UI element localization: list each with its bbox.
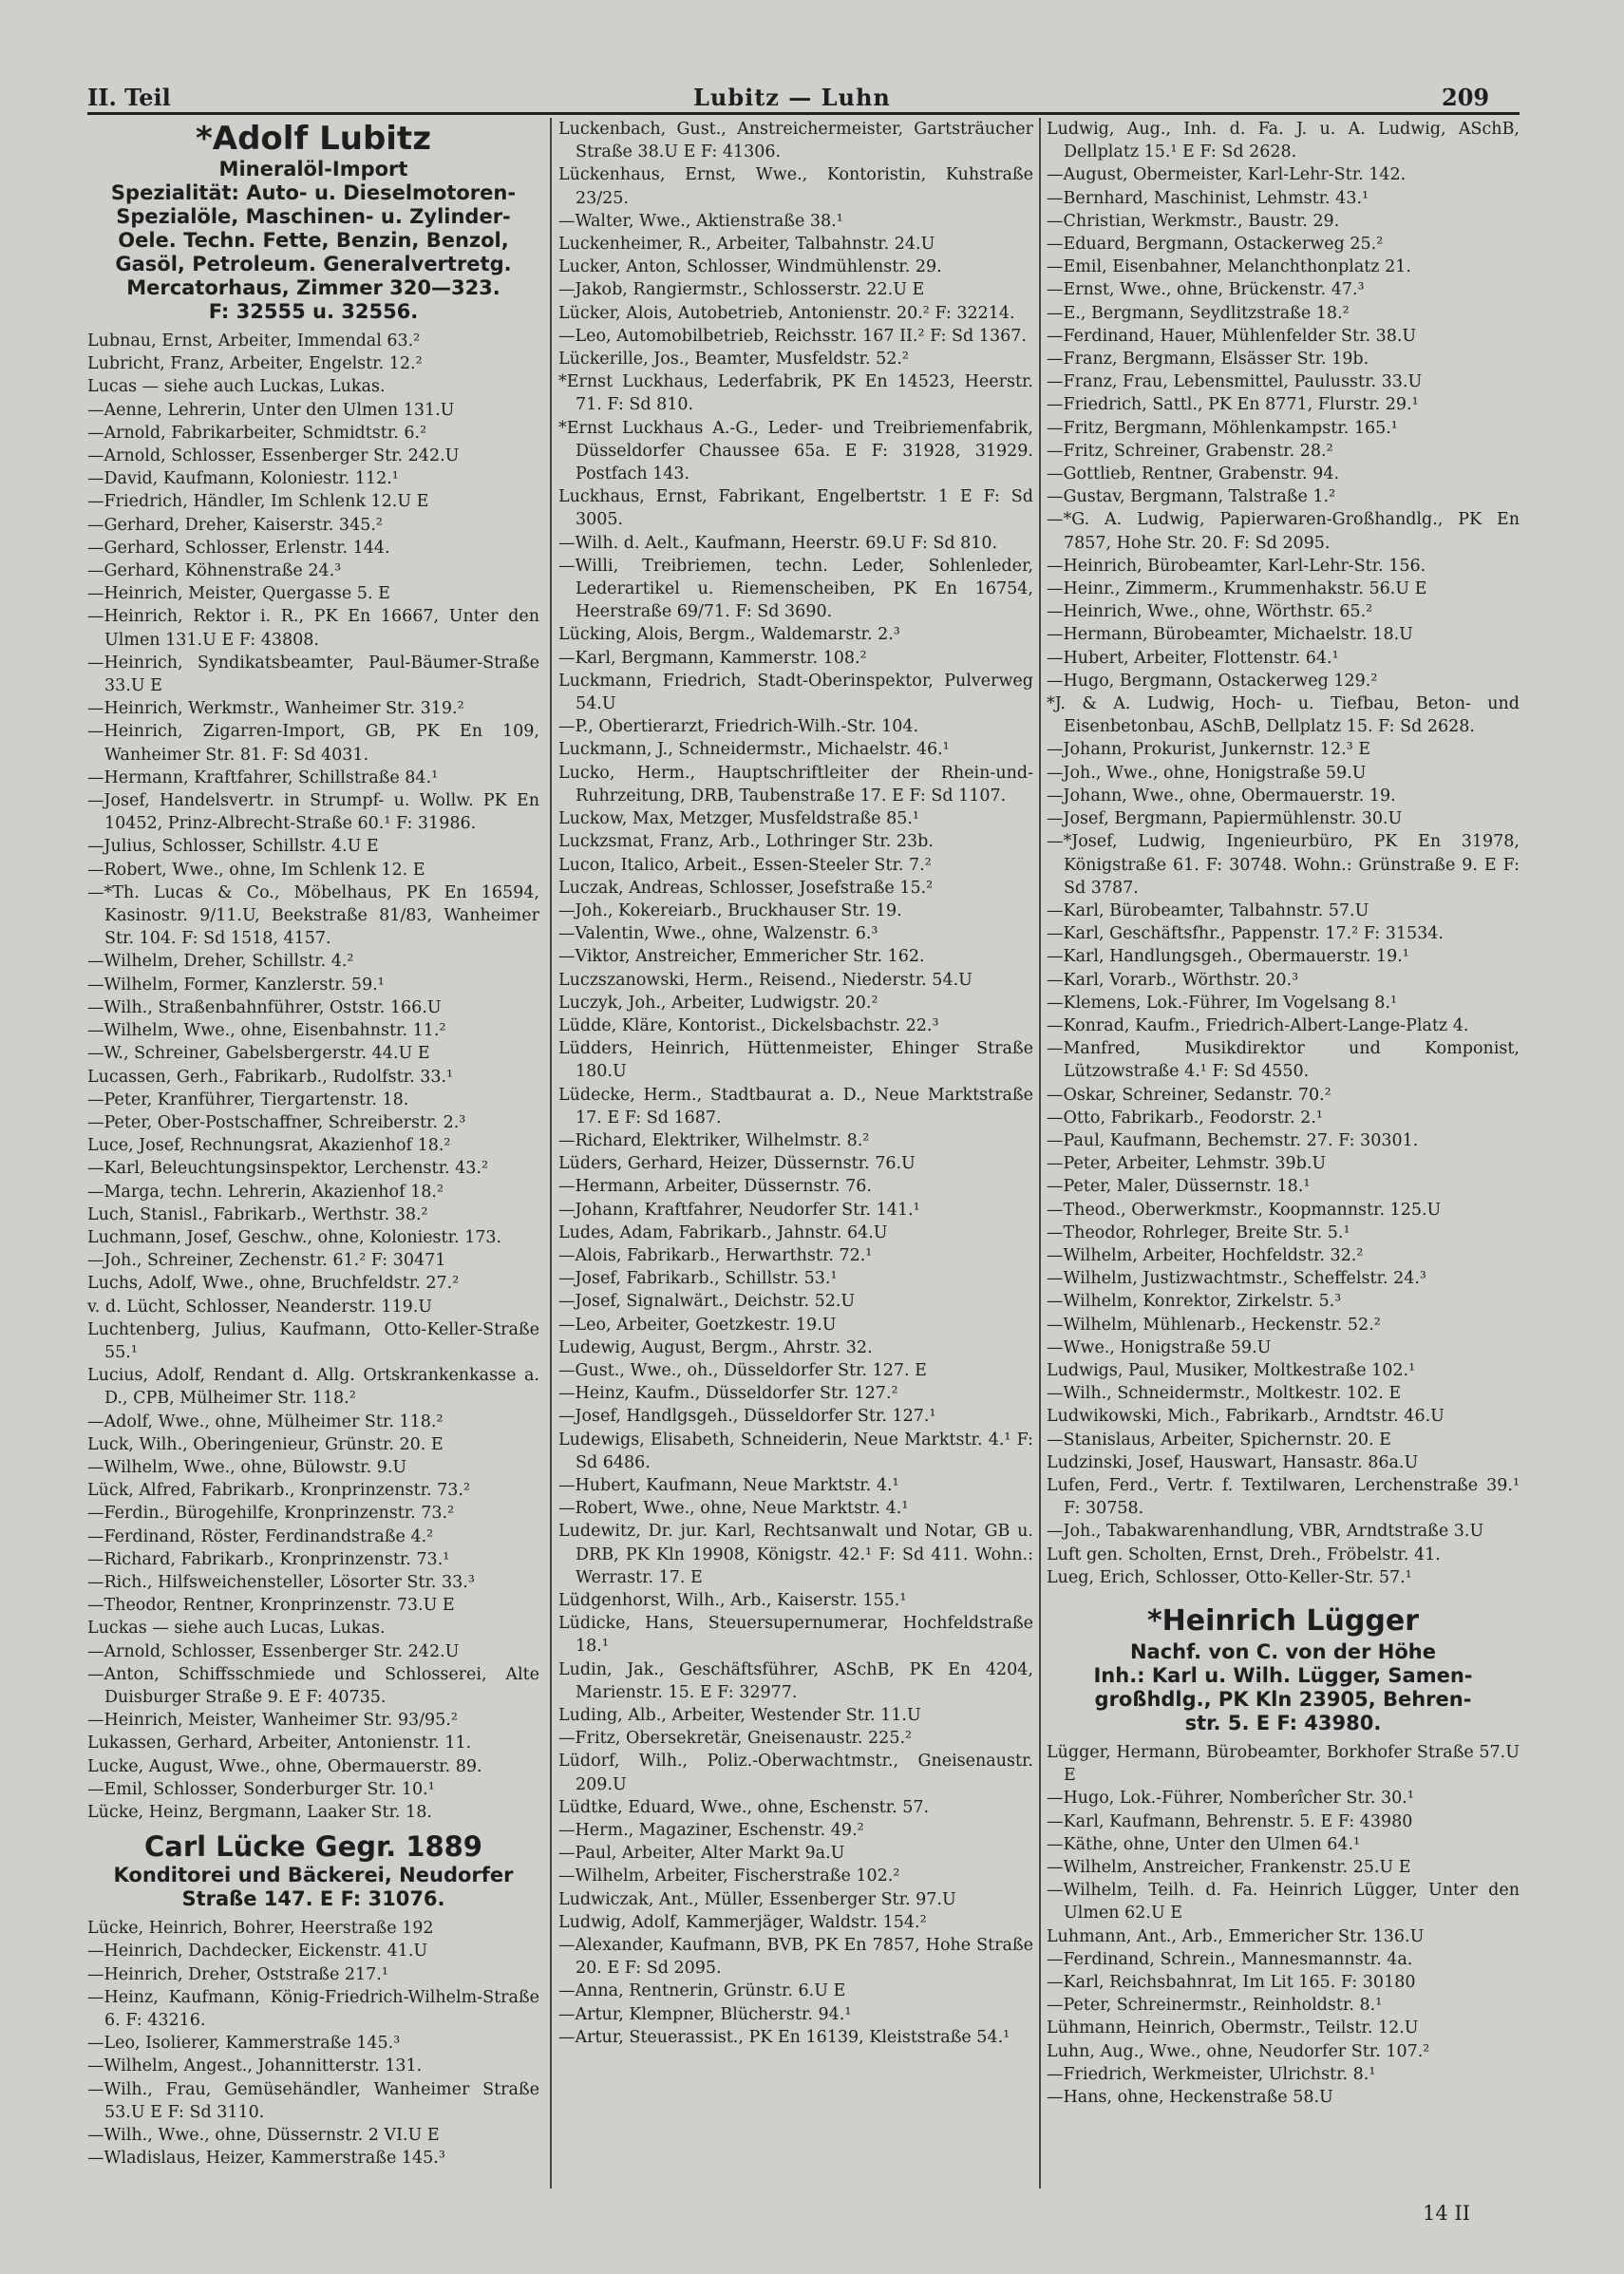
ad-body	[87, 158, 539, 324]
directory-entry: —Anna, Rentnerin, Grünstr. 6.U E	[558, 1981, 846, 2001]
directory-entry: —Anton, Schiffsschmiede und Schlosserei, Alte Duisburger Straße 9. E F: 40735.	[87, 1664, 539, 1707]
directory-entry: Lucon, Italico, Arbeit., Essen-Steeler Str. 7.²	[558, 855, 932, 875]
directory-entry: —Theodor, Rentner, Kronprinzenstr. 73.U E	[87, 1596, 455, 1616]
directory-entry: —Joh., Schreiner, Zechenstr. 61.² F: 30471	[87, 1251, 446, 1271]
directory-entry: —*G. A. Ludwig, Papierwaren-Großhandlg., PK En 7857, Hohe Str. 20. F: Sd 2095.	[1047, 510, 1520, 553]
directory-entry: —Heinr., Zimmerm., Krummenhakstr. 56.U E	[1047, 579, 1427, 599]
directory-entry: —Heinrich, Dreher, Oststraße 217.¹	[87, 1964, 388, 1984]
directory-entry: Lukassen, Gerhard, Arbeiter, Antonienstr. 11.	[87, 1734, 472, 1753]
directory-entry: Lüdorf, Wilh., Poliz.-Oberwachtmstr., Gneisenaustr. 209.U	[558, 1752, 1033, 1794]
directory-entry: —Richard, Fabrikarb., Kronprinzenstr. 73.¹	[87, 1549, 450, 1569]
directory-entry: —Franz, Frau, Lebensmittel, Paulusstr. 33.U	[1047, 372, 1423, 392]
directory-entry: Lücking, Alois, Bergm., Waldemarstr. 2.³	[558, 625, 900, 645]
directory-entry: —Alexander, Kaufmann, BVB, PK En 7857, Hohe Straße 20. E F: Sd 2095.	[558, 1936, 1033, 1979]
directory-entry: —Heinrich, Dachdecker, Eickenstr. 41.U	[87, 1942, 428, 1961]
ad-lubitz	[87, 120, 539, 324]
directory-entry: —W., Schreiner, Gabelsbergerstr. 44.U E	[87, 1044, 430, 1064]
directory-entry: —Heinrich, Syndikatsbeamter, Paul-Bäumer-Straße 33.U E	[87, 653, 539, 696]
directory-entry: —Willi, Treibriemen, techn. Leder, Sohlenleder, Lederartikel u. Riemenscheiben, PK En 16754, Heerstraße 69/71. F: Sd 3690.	[558, 556, 1033, 622]
directory-entry: Lüdde, Kläre, Kontorist., Dickelsbachstr. 22.³	[558, 1015, 939, 1035]
directory-entry: Luckmann, J., Schneidermstr., Michaelstr. 46.¹	[558, 740, 950, 760]
directory-entry: —Wilhelm, Teilh. d. Fa. Heinrich Lügger, Unter den Ulmen 62.U E	[1047, 1881, 1520, 1923]
directory-entry: —Fritz, Schreiner, Grabenstr. 28.²	[1047, 441, 1333, 461]
directory-entry: Ludewig, August, Bergm., Ahrstr. 32.	[558, 1337, 873, 1357]
directory-entry: —Leo, Automobilbetrieb, Reichsstr. 167 II.² F: Sd 1367.	[558, 326, 1027, 346]
directory-entry: —Johann, Wwe., ohne, Obermauerstr. 19.	[1047, 786, 1396, 805]
directory-entry: —Julius, Schlosser, Schillstr. 4.U E	[87, 837, 379, 857]
directory-entry: Luhmann, Ant., Arb., Emmericher Str. 136.U	[1047, 1926, 1425, 1946]
directory-entry: —Gottlieb, Rentner, Grabenstr. 94.	[1047, 464, 1340, 484]
directory-entry: —Paul, Arbeiter, Alter Markt 9a.U	[558, 1844, 845, 1864]
signature-mark: 14 II	[1423, 2202, 1470, 2225]
directory-entry: —Johann, Kraftfahrer, Neudorfer Str. 141.¹	[558, 1200, 920, 1220]
ad-line: Gasöl, Petroleum. Generalvertretg.	[115, 253, 512, 275]
directory-entry: Lüdders, Heinrich, Hüttenmeister, Ehinger Straße 180.U	[558, 1039, 1033, 1082]
ad-body	[87, 1864, 539, 1911]
directory-entry: —Wilhelm, Wwe., ohne, Bülowstr. 9.U	[87, 1457, 407, 1477]
directory-entry: —Gerhard, Köhnenstraße 24.³	[87, 561, 342, 581]
ad-line: großhdlg., PK Kln 23905, Behren-	[1094, 1688, 1472, 1711]
directory-entry: Lücke, Heinz, Bergmann, Laaker Str. 18.	[87, 1803, 432, 1822]
directory-entry: —Paul, Kaufmann, Bechemstr. 27. F: 30301.	[1047, 1130, 1419, 1150]
directory-entry: Luck, Wilh., Oberingenieur, Grünstr. 20. E	[87, 1434, 444, 1454]
directory-entry: —Theodor, Rohrleger, Breite Str. 5.¹	[1047, 1222, 1350, 1242]
directory-entry: —Heinrich, Rektor i. R., PK En 16667, Unter den Ulmen 131.U E F: 43808.	[87, 607, 539, 650]
directory-entry: Lucas — siehe auch Luckas, Lukas.	[87, 377, 386, 397]
directory-entry: —Hermann, Kraftfahrer, Schillstraße 84.¹	[87, 767, 439, 787]
ad-line: Spezialität: Auto- u. Dieselmotoren-	[110, 181, 517, 204]
directory-entry: Ludwig, Aug., Inh. d. Fa. J. u. A. Ludwig, ASchB, Dellplatz 15.¹ E F: Sd 2628.	[1047, 120, 1520, 162]
directory-entry: —Peter, Schreinermstr., Reinholdstr. 8.¹	[1047, 1996, 1383, 2016]
directory-entry: Ludwiczak, Ant., Müller, Essenberger Str. 97.U	[558, 1889, 956, 1909]
directory-entry: —Peter, Kranführer, Tiergartenstr. 18.	[87, 1090, 409, 1109]
ad-luecke	[87, 1829, 539, 1911]
directory-entry: —Hubert, Kaufmann, Neue Marktstr. 4.¹	[558, 1475, 899, 1495]
ad-line: Straße 147. E F: 31076.	[181, 1887, 445, 1911]
directory-entry: —Arnold, Schlosser, Essenberger Str. 242.U	[87, 446, 460, 466]
directory-entry: —Franz, Bergmann, Elsässer Str. 19b.	[1047, 350, 1369, 370]
directory-entry: —Arnold, Fabrikarbeiter, Schmidtstr. 6.²	[87, 423, 427, 443]
directory-entry: —Josef, Signalwärt., Deichstr. 52.U	[558, 1292, 856, 1312]
directory-entry: Lubnau, Ernst, Arbeiter, Immendal 63.²	[87, 332, 421, 351]
directory-entry: —Heinz, Kaufm., Düsseldorfer Str. 127.²	[558, 1384, 898, 1404]
directory-entry: —Josef, Bergmann, Papiermühlenstr. 30.U	[1047, 809, 1403, 829]
directory-entry: —Karl, Reichsbahnrat, Im Lit 165. F: 30180	[1047, 1973, 1416, 1993]
directory-entry: Lügger, Hermann, Bürobeamter, Borkhofer Straße 57.U E	[1047, 1743, 1520, 1786]
directory-entry: —Josef, Fabrikarb., Schillstr. 53.¹	[558, 1269, 838, 1289]
directory-entry: —Karl, Bürobeamter, Talbahnstr. 57.U	[1047, 900, 1369, 920]
directory-entry: Luhn, Aug., Wwe., ohne, Neudorfer Str. 107.²	[1047, 2041, 1430, 2061]
directory-entry: —Heinrich, Werkmstr., Wanheimer Str. 319.²	[87, 699, 464, 719]
directory-entry: —Friedrich, Händler, Im Schlenk 12.U E	[87, 492, 429, 512]
directory-entry: Lückenhaus, Ernst, Wwe., Kontoristin, Kuhstraße 23/25.	[558, 165, 1033, 208]
directory-entry: Luckas — siehe auch Lucas, Lukas.	[87, 1619, 386, 1639]
directory-entry: —Wilhelm, Dreher, Schillstr. 4.²	[87, 952, 354, 972]
directory-entry: —Wilh., Straßenbahnführer, Oststr. 166.U	[87, 997, 442, 1017]
directory-entry: —Walter, Wwe., Aktienstraße 38.¹	[558, 211, 843, 231]
directory-entry: —Johann, Prokurist, Junkernstr. 12.³ E	[1047, 740, 1370, 760]
directory-entry: —Eduard, Bergmann, Ostackerweg 25.²	[1047, 235, 1384, 255]
directory-entry: —Wilhelm, Anstreicher, Frankenstr. 25.U E	[1047, 1858, 1411, 1878]
directory-entry: —Artur, Klempner, Blücherstr. 94.¹	[558, 2004, 852, 2024]
directory-entry: —P., Obertierarzt, Friedrich-Wilh.-Str. 104.	[558, 717, 919, 737]
directory-entry: —Hermann, Arbeiter, Düssernstr. 76.	[558, 1177, 872, 1197]
directory-entry: —Gerhard, Dreher, Kaiserstr. 345.²	[87, 515, 383, 535]
directory-entry: Lueg, Erich, Schlosser, Otto-Keller-Str. 57.¹	[1047, 1567, 1412, 1587]
directory-entry: —Ferdinand, Hauer, Mühlenfelder Str. 38.U	[1047, 326, 1417, 346]
directory-entry: —Wilh., Wwe., ohne, Düssernstr. 2 VI.U E	[87, 2126, 440, 2146]
directory-entry: —Ferdinand, Schrein., Mannesmannstr. 4a.	[1047, 1949, 1413, 1969]
directory-entry: Lubricht, Franz, Arbeiter, Engelstr. 12.²	[87, 354, 423, 374]
directory-entry: —Hermann, Bürobeamter, Michaelstr. 18.U	[1047, 625, 1413, 645]
directory-entry: Luckenheimer, R., Arbeiter, Talbahnstr. 24.U	[558, 235, 935, 255]
directory-entry: —Ferdin., Bürogehilfe, Kronprinzenstr. 73.²	[87, 1504, 455, 1524]
directory-entry: —Wladislaus, Heizer, Kammerstraße 145.³	[87, 2149, 445, 2169]
directory-entry: Luckhaus, Ernst, Fabrikant, Engelbertstr. 1 E F: Sd 3005.	[558, 487, 1033, 530]
directory-entry: —Wilhelm, Wwe., ohne, Eisenbahnstr. 11.²	[87, 1021, 446, 1041]
directory-entry: —Karl, Vorarb., Wörthstr. 20.³	[1047, 970, 1299, 990]
directory-entry: —Wilhelm, Justizwachtmstr., Scheffelstr. 24.³	[1047, 1269, 1426, 1289]
directory-entry: Lufen, Ferd., Vertr. f. Textilwaren, Lerchenstraße 39.¹ F: 30758.	[1047, 1475, 1520, 1519]
column-divider	[550, 118, 552, 2189]
ad-line: Inh.: Karl u. Wilh. Lügger, Samen-	[1093, 1664, 1473, 1687]
directory-entry: Lücker, Alois, Autobetrieb, Antonienstr. 20.² F: 32214.	[558, 303, 1015, 323]
directory-entry: —Robert, Wwe., ohne, Im Schlenk 12. E	[87, 860, 425, 880]
directory-entry: Lucko, Herm., Hauptschriftleiter der Rhein-und-Ruhrzeitung, DRB, Taubenstraße 17. E F: Sd 1107.	[558, 763, 1033, 805]
directory-entry: —Viktor, Anstreicher, Emmericher Str. 162.	[558, 947, 925, 967]
directory-entry: —Wilh. d. Aelt., Kaufmann, Heerstr. 69.U F: Sd 810.	[558, 533, 998, 553]
directory-entry: Luding, Alb., Arbeiter, Westender Str. 11.U	[558, 1706, 921, 1726]
directory-entry: —Josef, Handelsvertr. in Strumpf- u. Wollw. PK En 10452, Prinz-Albrecht-Straße 60.¹ F: 31986.	[87, 791, 539, 834]
directory-entry: —Joh., Wwe., ohne, Honigstraße 59.U	[1047, 763, 1367, 783]
ad-line: Mineralöl-Import	[218, 158, 408, 180]
directory-entry: —*Josef, Ludwig, Ingenieurbüro, PK En 31978, Königstraße 61. F: 30748. Wohn.: Grünstraße 9. E F: Sd 3787.	[1047, 832, 1520, 898]
directory-entry: —Fritz, Obersekretär, Gneisenaustr. 225.²	[558, 1729, 913, 1749]
ad-title: Carl Lücke Gegr. 1889	[143, 1830, 482, 1864]
column-2	[558, 118, 1033, 2189]
directory-entry: Luczak, Andreas, Schlosser, Josefstraße 15.²	[558, 878, 934, 898]
directory-entry: Ludewigs, Elisabeth, Schneiderin, Neue Marktstr. 4.¹ F: Sd 6486.	[558, 1430, 1033, 1472]
directory-entry: —Heinz, Kaufmann, König-Friedrich-Wilhelm-Straße 6. F: 43216.	[87, 1987, 539, 2031]
directory-entry: —*Th. Lucas & Co., Möbelhaus, PK En 16594, Kasinostr. 9/11.U, Beekstraße 81/83, Wanheimer Str. 104. F: Sd 1518, 4157.	[87, 882, 539, 949]
directory-entry: Ludin, Jak., Geschäftsführer, ASchB, PK En 4204, Marienstr. 15. E F: 32977.	[558, 1659, 1033, 1702]
directory-entry: —Ernst, Wwe., ohne, Brückenstr. 47.³	[1047, 280, 1365, 300]
directory-entry: —Josef, Handlgsgeh., Düsseldorfer Str. 127.¹	[558, 1407, 936, 1427]
directory-entry: —Karl, Bergmann, Kammerstr. 108.²	[558, 648, 867, 668]
directory-entry: Ludewitz, Dr. jur. Karl, Rechtsanwalt und Notar, GB u. DRB, PK Kln 19908, Königstr. 42.¹ F: Sd 411. Wohn.: Werrastr. 17. E	[558, 1522, 1033, 1587]
directory-entry: —Hugo, Bergmann, Ostackerweg 129.²	[1047, 671, 1378, 691]
directory-entry: —Stanislaus, Arbeiter, Spichernstr. 20. E	[1047, 1430, 1391, 1450]
directory-entry: —Wilhelm, Arbeiter, Fischerstraße 102.²	[558, 1867, 900, 1886]
directory-entry: —Gustav, Bergmann, Talstraße 1.²	[1047, 487, 1336, 507]
directory-entry: —Heinrich, Meister, Quergasse 5. E	[87, 584, 390, 604]
directory-entry: —Peter, Ober-Postschaffner, Schreiberstr. 2.³	[87, 1112, 466, 1132]
ad-title: *Heinrich Lügger	[1146, 1604, 1419, 1638]
column-divider	[1039, 118, 1041, 2189]
column-3	[1047, 118, 1520, 2189]
directory-entry: *Ernst Luckhaus, Lederfabrik, PK En 14523, Heerstr. 71. F: Sd 810.	[558, 372, 1033, 415]
directory-entry: —Wilhelm, Angest., Johannitterstr. 131.	[87, 2056, 423, 2076]
directory-entry: *J. & A. Ludwig, Hoch- u. Tiefbau, Beton- und Eisenbetonbau, ASchB, Dellplatz 15. F: Sd 2628.	[1047, 694, 1520, 737]
running-head: Lubitz — Luhn	[693, 84, 891, 111]
directory-entry: —Artur, Steuerassist., PK En 16139, Kleiststraße 54.¹	[558, 2027, 1010, 2047]
ad-line: Oele. Techn. Fette, Benzin, Benzol,	[118, 229, 509, 252]
directory-entry: *Ernst Luckhaus A.-G., Leder- und Treibriemenfabrik, Düsseldorfer Chaussee 65a. E F: 31928, 31929. Postfach 143.	[558, 418, 1033, 484]
page-number: 209	[1442, 84, 1490, 111]
directory-entry: Luczyk, Joh., Arbeiter, Ludwigstr. 20.²	[558, 993, 878, 1013]
directory-entry: Ludwikowski, Mich., Fabrikarb., Arndtstr. 46.U	[1047, 1407, 1445, 1427]
directory-entry: Ludzinski, Josef, Hauswart, Hansastr. 86a.U	[1047, 1452, 1419, 1472]
directory-entry: —Karl, Kaufmann, Behrenstr. 5. E F: 43980	[1047, 1811, 1413, 1831]
directory-entry: Lüdicke, Hans, Steuersupernumerar, Hochfeldstraße 18.¹	[558, 1614, 1033, 1657]
directory-entry: Lucassen, Gerh., Fabrikarb., Rudolfstr. 33.¹	[87, 1067, 454, 1087]
directory-entry: Luckenbach, Gust., Anstreichermeister, Gartsträucher Straße 38.U E F: 41306.	[558, 120, 1033, 162]
ad-line: F: 32555 u. 32556.	[208, 300, 419, 323]
directory-entry: —Leo, Isolierer, Kammerstraße 145.³	[87, 2034, 401, 2054]
directory-entry: —Peter, Arbeiter, Lehmstr. 39b.U	[1047, 1154, 1327, 1174]
ad-luegger	[1047, 1602, 1520, 1735]
directory-entry: —Heinrich, Meister, Wanheimer Str. 93/95.²	[87, 1711, 458, 1731]
directory-entry: —Käthe, ohne, Unter den Ulmen 64.¹	[1047, 1834, 1361, 1854]
ad-line: Spezialöle, Maschinen- u. Zylinder-	[116, 205, 511, 228]
directory-entry: —Christian, Werkmstr., Baustr. 29.	[1047, 211, 1340, 231]
directory-entry: —Hubert, Arbeiter, Flottenstr. 64.¹	[1047, 648, 1339, 668]
directory-entry: —Gerhard, Schlosser, Erlenstr. 144.	[87, 538, 390, 558]
directory-entry: Lucius, Adolf, Rendant d. Allg. Ortskrankenkasse a. D., CPB, Mülheimer Str. 118.²	[87, 1366, 539, 1409]
directory-entry: —Joh., Kokereiarb., Bruckhauser Str. 19.	[558, 900, 902, 920]
directory-entry: —Heinrich, Zigarren-Import, GB, PK En 109, Wanheimer Str. 81. F: Sd 4031.	[87, 722, 539, 765]
directory-entry: —Gust., Wwe., oh., Düsseldorfer Str. 127. E	[558, 1360, 927, 1380]
directory-entry: —Bernhard, Maschinist, Lehmstr. 43.¹	[1047, 188, 1369, 208]
directory-entry: —Heinrich, Wwe., ohne, Wörthstr. 65.²	[1047, 602, 1373, 622]
directory-entry: —Karl, Handlungsgeh., Obermauerstr. 19.¹	[1047, 947, 1409, 967]
directory-entry: —Ferdinand, Röster, Ferdinandstraße 4.²	[87, 1526, 434, 1546]
directory-entry: —Alois, Fabrikarb., Herwarthstr. 72.¹	[558, 1245, 873, 1265]
directory-entry: —Emil, Schlosser, Sonderburger Str. 10.¹	[87, 1779, 435, 1799]
directory-entry: —Wilhelm, Arbeiter, Hochfeldstr. 32.²	[1047, 1245, 1364, 1265]
entry-list	[1047, 118, 1520, 1589]
entry-list	[87, 1917, 539, 2170]
directory-entry: —Wilhelm, Mühlenarb., Heckenstr. 52.²	[1047, 1315, 1381, 1335]
header-rule	[87, 112, 1520, 115]
directory-entry: —Heinrich, Bürobeamter, Karl-Lehr-Str. 156.	[1047, 556, 1426, 576]
directory-entry: Luchs, Adolf, Wwe., ohne, Bruchfeldstr. 27.²	[87, 1274, 460, 1294]
directory-entry: Luckzsmat, Franz, Arb., Lothringer Str. 23b.	[558, 832, 934, 852]
directory-entry: —Adolf, Wwe., ohne, Mülheimer Str. 118.²	[87, 1412, 444, 1431]
directory-entry: —Arnold, Schlosser, Essenberger Str. 242.U	[87, 1641, 460, 1661]
directory-entry: —Peter, Maler, Düssernstr. 18.¹	[1047, 1177, 1311, 1197]
directory-entry: —Wilh., Schneidermstr., Moltkestr. 102. E	[1047, 1384, 1402, 1404]
directory-entry: Luce, Josef, Rechnungsrat, Akazienhof 18.²	[87, 1136, 451, 1156]
directory-entry: —Manfred, Musikdirektor und Komponist, Lützowstraße 4.¹ F: Sd 4550.	[1047, 1039, 1520, 1082]
directory-entry: Lucke, August, Wwe., ohne, Obermauerstr. 89.	[87, 1756, 482, 1776]
directory-entry: —Aenne, Lehrerin, Unter den Ulmen 131.U	[87, 400, 455, 420]
entry-list	[1047, 1741, 1520, 2109]
directory-entry: —August, Obermeister, Karl-Lehr-Str. 142.	[1047, 165, 1407, 185]
directory-entry: Lüdecke, Herm., Stadtbaurat a. D., Neue Marktstraße 17. E F: Sd 1687.	[558, 1085, 1033, 1128]
directory-entry: —Karl, Beleuchtungsinspektor, Lerchenstr. 43.²	[87, 1159, 488, 1179]
part-label: II. Teil	[87, 84, 171, 111]
directory-entry: Luch, Stanisl., Fabrikarb., Werthstr. 38.²	[87, 1204, 428, 1224]
directory-entry: Ludwig, Adolf, Kammerjäger, Waldstr. 154.²	[558, 1912, 927, 1932]
ad-line: str. 5. E F: 43980.	[1184, 1712, 1382, 1734]
ad-line: Nachf. von C. von der Höhe	[1129, 1640, 1436, 1663]
directory-entry: Ludwigs, Paul, Musiker, Moltkestraße 102.¹	[1047, 1360, 1416, 1380]
directory-entry: —Joh., Tabakwarenhandlung, VBR, Arndtstraße 3.U	[1047, 1522, 1484, 1542]
directory-entry: —Wilhelm, Konrektor, Zirkelstr. 5.³	[1047, 1292, 1342, 1312]
ad-body	[1047, 1640, 1520, 1735]
ad-line: Mercatorhaus, Zimmer 320—323.	[126, 276, 500, 299]
directory-entry: —Theod., Oberwerkmstr., Koopmannstr. 125.U	[1047, 1200, 1442, 1220]
directory-entry: —Wwe., Honigstraße 59.U	[1047, 1337, 1272, 1357]
ad-line: Konditorei und Bäckerei, Neudorfer	[113, 1864, 514, 1887]
directory-entry: —Emil, Eisenbahner, Melanchthonplatz 21.	[1047, 257, 1411, 277]
directory-entry: Ludes, Adam, Fabrikarb., Jahnstr. 64.U	[558, 1222, 888, 1242]
directory-entry: —Robert, Wwe., ohne, Neue Marktstr. 4.¹	[558, 1499, 909, 1519]
directory-entry: —Rich., Hilfsweichensteller, Lösorter Str. 33.³	[87, 1572, 475, 1592]
directory-entry: Lückerille, Jos., Beamter, Musfeldstr. 52.²	[558, 350, 909, 370]
directory-entry: —Jakob, Rangiermstr., Schlosserstr. 22.U E	[558, 280, 925, 300]
directory-entry: v. d. Lücht, Schlosser, Neanderstr. 119.U	[87, 1297, 433, 1317]
directory-entry: Lüders, Gerhard, Heizer, Düssernstr. 76.U	[558, 1154, 916, 1174]
directory-entry: —Wilh., Frau, Gemüsehändler, Wanheimer Straße 53.U E F: Sd 3110.	[87, 2079, 539, 2122]
directory-entry: Luft gen. Scholten, Ernst, Dreh., Fröbelstr. 41.	[1047, 1544, 1441, 1564]
entry-list	[87, 330, 539, 1824]
directory-entry: Luchtenberg, Julius, Kaufmann, Otto-Keller-Straße 55.¹	[87, 1319, 539, 1362]
directory-entry: —Friedrich, Sattl., PK En 8771, Flurstr. 29.¹	[1047, 395, 1419, 415]
directory-entry: —Otto, Fabrikarb., Feodorstr. 2.¹	[1047, 1108, 1323, 1128]
directory-entry: —Richard, Elektriker, Wilhelmstr. 8.²	[558, 1130, 870, 1150]
directory-entry: Luckow, Max, Metzger, Musfeldstraße 85.¹	[558, 809, 919, 829]
directory-entry: Luczszanowski, Herm., Reisend., Niederstr. 54.U	[558, 970, 973, 990]
directory-entry: —Karl, Geschäftsfhr., Pappenstr. 17.² F: 31534.	[1047, 924, 1444, 944]
entry-list	[558, 118, 1033, 2049]
directory-entry: —Hans, ohne, Heckenstraße 58.U	[1047, 2088, 1333, 2108]
column-1	[87, 118, 539, 2189]
directory-entry: —Oskar, Schreiner, Sedanstr. 70.²	[1047, 1085, 1331, 1105]
directory-entry: —Friedrich, Werkmeister, Ulrichstr. 8.¹	[1047, 2064, 1376, 2084]
directory-entry: Luchmann, Josef, Geschw., ohne, Koloniestr. 173.	[87, 1227, 502, 1247]
directory-entry: —Fritz, Bergmann, Möhlenkampstr. 165.¹	[1047, 418, 1398, 438]
directory-entry: Lucker, Anton, Schlosser, Windmühlenstr. 29.	[558, 257, 942, 277]
directory-entry: Luckmann, Friedrich, Stadt-Oberinspektor, Pulverweg 54.U	[558, 671, 1033, 714]
directory-entry: —Valentin, Wwe., ohne, Walzenstr. 6.³	[558, 924, 878, 944]
directory-entry: Lühmann, Heinrich, Obermstr., Teilstr. 12.U	[1047, 2018, 1419, 2038]
directory-entry: —Herm., Magaziner, Eschenstr. 49.²	[558, 1821, 864, 1841]
directory-entry: —Marga, techn. Lehrerin, Akazienhof 18.²	[87, 1182, 444, 1202]
directory-entry: Lücke, Heinrich, Bohrer, Heerstraße 192	[87, 1919, 434, 1939]
directory-entry: Lüdtke, Eduard, Wwe., ohne, Eschenstr. 57.	[558, 1797, 930, 1817]
directory-entry: —Konrad, Kaufm., Friedrich-Albert-Lange-Platz 4.	[1047, 1015, 1469, 1035]
directory-entry: —Wilhelm, Former, Kanzlerstr. 59.¹	[87, 975, 385, 995]
ad-title: *Adolf Lubitz	[196, 120, 431, 158]
directory-entry: —David, Kaufmann, Koloniestr. 112.¹	[87, 469, 399, 489]
directory-entry: —Leo, Arbeiter, Goetzkestr. 19.U	[558, 1315, 837, 1335]
directory-entry: —E., Bergmann, Seydlitzstraße 18.²	[1047, 303, 1350, 323]
directory-entry: Lüdgenhorst, Wilh., Arb., Kaiserstr. 155.¹	[558, 1591, 907, 1610]
directory-entry: —Hugo, Lok.-Führer, Nomberîcher Str. 30.¹	[1047, 1789, 1414, 1809]
directory-entry: Lück, Alfred, Fabrikarb., Kronprinzenstr. 73.²	[87, 1481, 470, 1501]
directory-entry: —Klemens, Lok.-Führer, Im Vogelsang 8.¹	[1047, 993, 1398, 1013]
